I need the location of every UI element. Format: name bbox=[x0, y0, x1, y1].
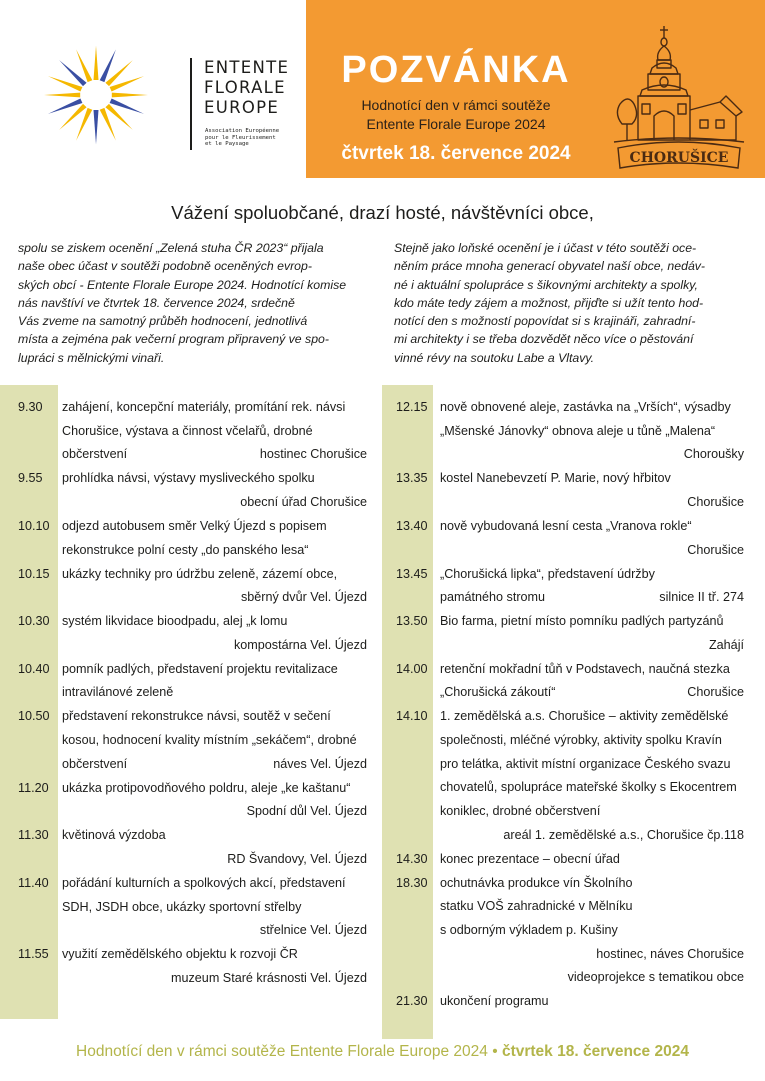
schedule-description: společnosti, mléčné výrobky, aktivity spolku Kravín bbox=[440, 733, 722, 747]
schedule-place: Chorušice bbox=[687, 495, 744, 509]
schedule-description: chovatelů, spolupráce mateřské školky s Ekocentrem bbox=[440, 780, 737, 795]
schedule-place: RD Švandovy, Vel. Újezd bbox=[227, 851, 367, 866]
schedule-time: 13.35 bbox=[396, 471, 428, 486]
schedule-place: areál 1. zemědělské a.s., Chorušice čp.118 bbox=[503, 827, 744, 842]
schedule-time: 10.10 bbox=[18, 518, 50, 533]
schedule-time: 11.55 bbox=[18, 947, 49, 962]
schedule-description: ukončení programu bbox=[440, 994, 549, 1009]
schedule-time: 12.15 bbox=[396, 400, 428, 414]
schedule-place: silnice II tř. 274 bbox=[659, 590, 744, 605]
schedule-description: zahájení, koncepční materiály, promítání rek. návsi bbox=[62, 400, 346, 414]
schedule-description: květinová výzdoba bbox=[62, 828, 166, 843]
event-date: čtvrtek 18. července 2024 bbox=[341, 143, 571, 164]
schedule-description: rekonstrukce polní cesty „do panského lesa“ bbox=[62, 542, 309, 557]
schedule-place: hostinec, náves Chorušice bbox=[596, 946, 744, 961]
schedule-description: odjezd autobusem směr Velký Újezd s popisem bbox=[62, 518, 327, 533]
schedule-place: Choroušky bbox=[683, 447, 744, 462]
schedule-description: kostel Nanebevzetí P. Marie, nový hřbitov bbox=[440, 471, 671, 486]
schedule-description: kosou, hodnocení kvality místním „sekáčem“, drobné bbox=[62, 733, 357, 747]
schedule-place: obecní úřad Chorušice bbox=[240, 495, 367, 509]
schedule-place: muzeum Staré krásnosti Vel. Újezd bbox=[171, 970, 367, 985]
footer-text: Hodnotící den v rámci soutěže Entente Florale Europe 2024 bbox=[76, 1043, 488, 1060]
schedule-time: 11.30 bbox=[18, 828, 49, 843]
schedule-description: památného stromu bbox=[440, 590, 546, 605]
village-logo-text: CHORUŠICE bbox=[629, 150, 729, 166]
schedule-time: 11.40 bbox=[18, 875, 49, 890]
schedule-time: 13.50 bbox=[396, 614, 428, 629]
schedule-description: 1. zemědělská a.s. Chorušice – aktivity zemědělské bbox=[440, 709, 729, 724]
schedule-description: nově obnovené aleje, zastávka na „Vrších“, výsadby bbox=[440, 400, 731, 414]
schedule-time: 9.55 bbox=[18, 471, 43, 486]
schedule-time: 21.30 bbox=[396, 994, 428, 1009]
schedule-description: představení rekonstrukce návsi, soutěž v sečení bbox=[62, 709, 331, 724]
schedule-description: Chorušice, výstava a činnost včelařů, drobné bbox=[62, 423, 313, 438]
schedule-description: retenční mokřadní tůň v Podstavech, naučná stezka bbox=[440, 661, 730, 676]
schedule-description: statku VOŠ zahradnické v Mělníku bbox=[440, 899, 633, 914]
sunburst-ray bbox=[94, 110, 99, 144]
schedule-time: 14.10 bbox=[396, 709, 428, 724]
schedule-time: 9.30 bbox=[18, 400, 43, 414]
schedule-description: ukázka protipovodňového poldru, aleje „ke kaštanu“ bbox=[62, 780, 351, 795]
schedule-place: videoprojekce s tematikou obce bbox=[567, 970, 744, 985]
schedule-description: pořádání kulturních a spolkových akcí, představení bbox=[62, 875, 346, 890]
schedule-time: 13.40 bbox=[396, 518, 428, 533]
schedule-time: 14.00 bbox=[396, 661, 428, 676]
subtitle-line-1: Hodnotící den v rámci soutěže bbox=[361, 97, 551, 113]
schedule-description: ochutnávka produkce vín Školního bbox=[440, 875, 633, 890]
sunburst-ray bbox=[112, 93, 148, 98]
chorusice-church-logo bbox=[608, 24, 748, 172]
footer-bullet: • bbox=[492, 1043, 498, 1060]
schedule-description: nově vybudovaná lesní cesta „Vranova rokle“ bbox=[440, 518, 692, 533]
schedule-place: Spodní důl Vel. Újezd bbox=[246, 804, 367, 819]
schedule-description: koniklec, drobné občerstvení bbox=[440, 804, 601, 819]
footer bbox=[0, 1043, 765, 1061]
schedule-place: hostinec Chorušice bbox=[259, 447, 367, 462]
schedule-time: 10.30 bbox=[18, 614, 50, 629]
schedule-description: s odborným výkladem p. Kušiny bbox=[440, 923, 618, 937]
schedule-time: 14.30 bbox=[396, 851, 428, 866]
schedule-description: „Mšenské Jánovky“ obnova aleje u tůně „Malena“ bbox=[440, 423, 716, 438]
intro-right: Stejně jako loňské ocenění je i účast v této soutěži oce- něním práce mnoha generací obyvatel naší obce, nedáv- né i aktuální spolupráce s šikovnými architekty a spolky, kdo máte tedy zájem a možnost, přijďte si užít tento hod- notící den s možností popovídat si s krajináři, zahradní- mi architekty i se třeba dozvědět něco více o pěstování vinné révy na soutoku Labe a Vltavy. bbox=[394, 241, 706, 365]
logo-area bbox=[0, 0, 306, 178]
schedule-description: pro telátka, aktivit místní organizace Českého svazu bbox=[440, 756, 731, 771]
sunburst-ray bbox=[44, 93, 80, 98]
schedule-place: Chorušice bbox=[687, 685, 744, 700]
schedule-time: 10.15 bbox=[18, 566, 50, 581]
schedule-description: pomník padlých, představení projektu revitalizace bbox=[62, 661, 338, 676]
logo-text: ENTENTE FLORALE EUROPE bbox=[204, 58, 290, 117]
schedule-time: 13.45 bbox=[396, 566, 428, 581]
logo-divider bbox=[190, 58, 192, 150]
sunburst-ray bbox=[94, 46, 99, 80]
schedule-description: „Chorušická lipka“, představení údržby bbox=[440, 566, 655, 581]
schedule-place: střelnice Vel. Újezd bbox=[259, 923, 367, 938]
greeting: Vážení spoluobčané, drazí hosté, návštěvníci obce, bbox=[171, 202, 594, 223]
schedule-description: systém likvidace bioodpadu, alej „k lomu bbox=[62, 614, 288, 629]
schedule-description: ukázky techniky pro údržbu zeleně, zázemí obce, bbox=[62, 566, 338, 581]
schedule-time: 10.40 bbox=[18, 661, 50, 676]
schedule-description: využití zemědělského objektu k rozvoji ČR bbox=[62, 947, 298, 962]
subtitle-line-2: Entente Florale Europe 2024 bbox=[366, 116, 546, 132]
schedule-place: sběrný dvůr Vel. Újezd bbox=[241, 590, 367, 605]
schedule-description: SDH, JSDH obce, ukázky sportovní střelby bbox=[62, 899, 302, 914]
schedule-place: Zahájí bbox=[708, 637, 744, 652]
schedule-description: intravilánové zeleně bbox=[62, 685, 174, 700]
schedule-place: kompostárna Vel. Újezd bbox=[233, 637, 367, 652]
entente-florale-sunburst-icon bbox=[24, 40, 174, 150]
schedule-description: konec prezentace – obecní úřad bbox=[440, 851, 620, 866]
schedule-place: Chorušice bbox=[687, 542, 744, 557]
footer-date: čtvrtek 18. července 2024 bbox=[501, 1043, 689, 1060]
schedule-description: „Chorušická zákoutí“ bbox=[440, 685, 556, 700]
schedule-description: občerstvení bbox=[62, 756, 128, 771]
invitation-title: POZVÁNKA bbox=[341, 49, 571, 91]
schedule-description: prohlídka návsi, výstavy mysliveckého spolku bbox=[62, 471, 315, 486]
schedule-description: občerstvení bbox=[62, 447, 128, 462]
schedule-time: 18.30 bbox=[396, 875, 428, 890]
schedule-place: náves Vel. Újezd bbox=[273, 756, 367, 771]
schedule-time: 10.50 bbox=[18, 709, 50, 724]
schedule-time: 11.20 bbox=[18, 780, 49, 795]
schedule-description: Bio farma, pietní místo pomníku padlých partyzánů bbox=[440, 614, 724, 629]
logo-subtext: Association Européenne pour le Fleurissement et le Paysage bbox=[205, 128, 280, 148]
intro-left: spolu se ziskem ocenění „Zelená stuha ČR 2023“ přijala naše obec účast v soutěži podobně oceněných evrop- ských obcí - Entente Florale Europe 2024. Hodnotící komise nás navštíví ve čtvrtek 18. července 2024, srdečně Vás zveme na samotný průběh hodnocení, jednotlivá místa a zejména pak večerní program připravený ve spo- lupráci s mělnickými vinaři. bbox=[18, 241, 347, 365]
